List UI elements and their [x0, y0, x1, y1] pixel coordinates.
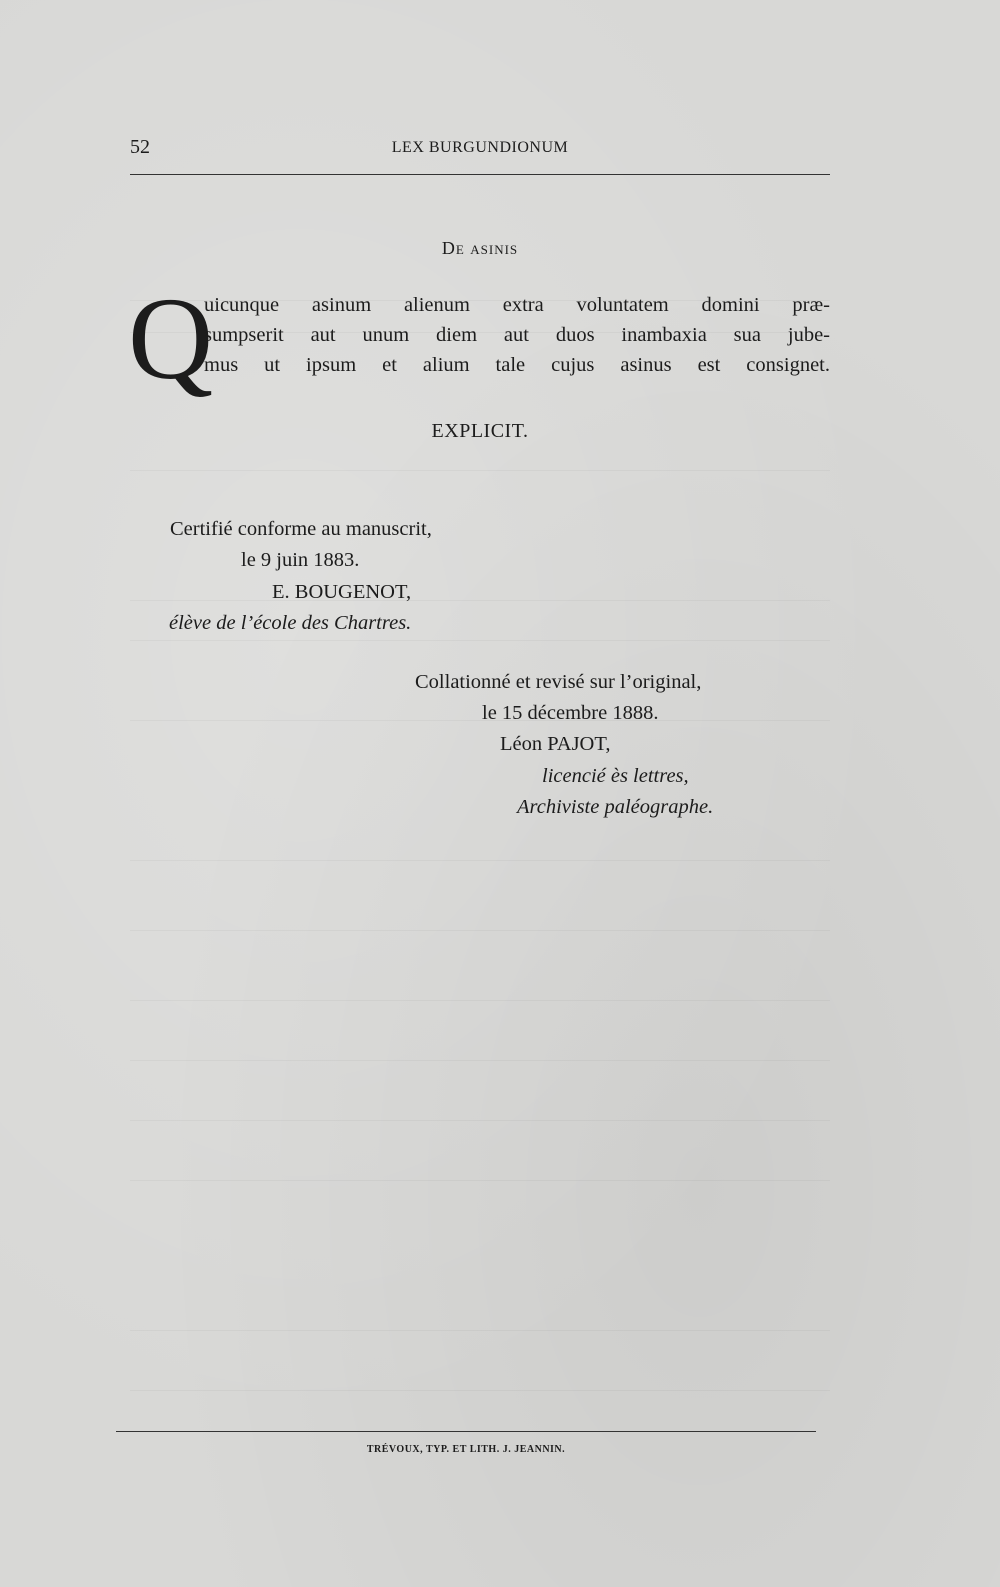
running-title: LEX BURGUNDIONUM [391, 139, 569, 156]
page-number: 52 [130, 136, 150, 158]
certifier-title: élève de l’école des Chartres. [169, 612, 412, 634]
footer-rule [116, 1431, 816, 1432]
printer-imprint: TRÉVOUX, TYP. ET LITH. J. JEANNIN. [366, 1444, 566, 1455]
paragraph-line: uicunque asinum alienum extra voluntatem domini præ- [204, 294, 830, 316]
explicit-heading: EXPLICIT. [431, 420, 529, 442]
header-rule [130, 174, 830, 175]
certifier-name: E. BOUGENOT, [272, 581, 412, 603]
paragraph-line: mus ut ipsum et alium tale cujus asinus est consignet. [204, 354, 830, 376]
collator-title-1: licencié ès lettres, [542, 765, 689, 787]
running-head [130, 136, 830, 166]
drop-cap: Q [128, 273, 214, 404]
paragraph-line: sumpserit aut unum diem aut duos inambaxia sua jube- [204, 324, 830, 346]
section-title: De asinis [441, 238, 519, 258]
collation-line: Collationné et revisé sur l’original, [415, 671, 702, 693]
certification-line: Certifié conforme au manuscrit, [170, 518, 432, 540]
collator-title-2: Archiviste paléographe. [517, 796, 714, 818]
collation-date: le 15 décembre 1888. [482, 702, 659, 724]
certification-date: le 9 juin 1883. [241, 549, 360, 571]
collator-name: Léon PAJOT, [500, 733, 611, 755]
